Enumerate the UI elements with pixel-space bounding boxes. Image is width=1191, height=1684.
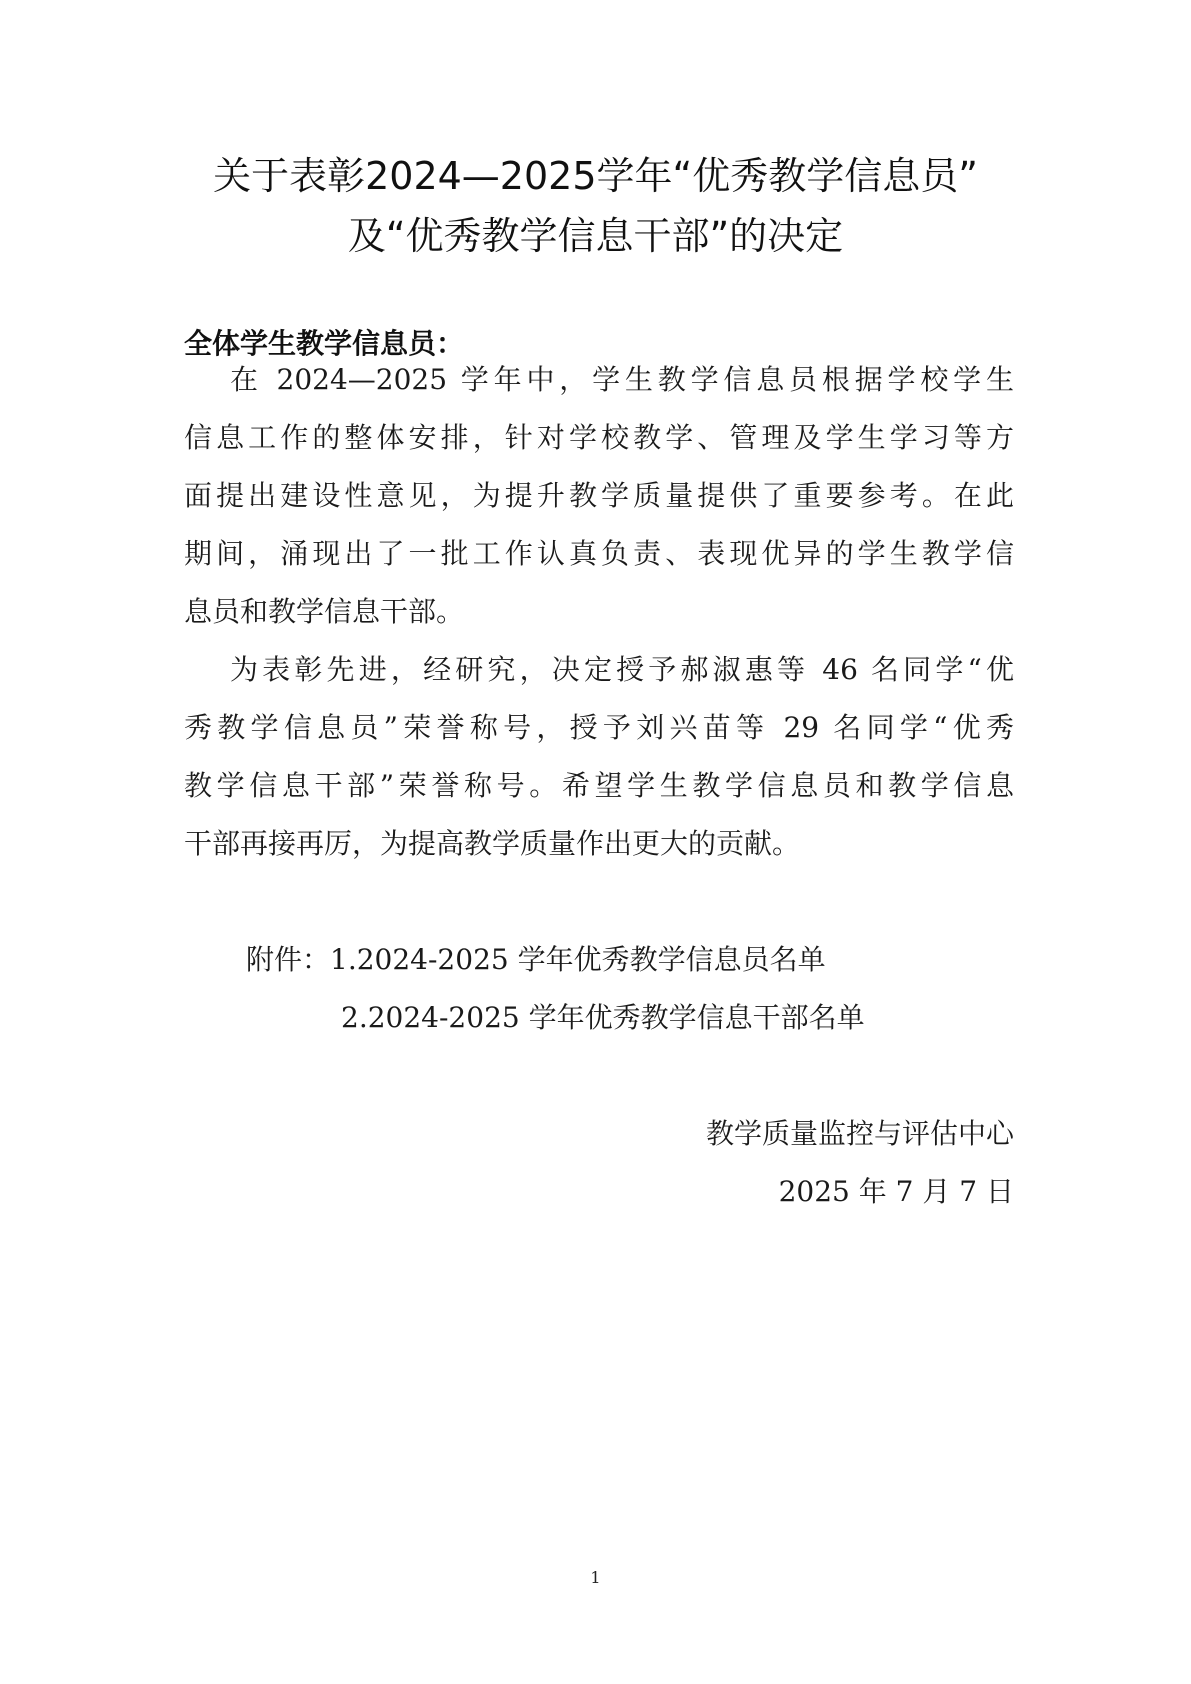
paragraph-1-line-5: 息员和教学信息干部。 <box>184 595 465 628</box>
document-title-line-1: 关于表彰2024—2025学年“优秀教学信息员” <box>213 154 978 198</box>
paragraph-2-line-4: 干部再接再厉，为提高教学质量作出更大的贡献。 <box>184 827 801 860</box>
paragraph-1-line-4: 期间，涌现出了一批工作认真负责、表现优异的学生教学信 <box>184 537 1014 570</box>
paragraph-2-line-3: 教学信息干部”荣誉称号。希望学生教学信息员和教学信息 <box>184 769 1014 802</box>
page-number: 1 <box>590 1568 601 1587</box>
paragraph-1-line-1: 在 2024—2025 学年中，学生教学信息员根据学校学生 <box>230 363 1014 396</box>
signature-date: 2025 年 7 月 7 日 <box>778 1175 1014 1208</box>
paragraph-1-line-2: 信息工作的整体安排，针对学校教学、管理及学生学习等方 <box>184 421 1014 454</box>
paragraph-2-line-2: 秀教学信息员”荣誉称号，授予刘兴苗等 29 名同学“优秀 <box>184 711 1014 744</box>
paragraph-2-line-1: 为表彰先进，经研究，决定授予郝淑惠等 46 名同学“优 <box>230 653 1014 686</box>
attachment-line-1: 附件：1.2024-2025 学年优秀教学信息员名单 <box>246 943 826 976</box>
document-title-line-2: 及“优秀教学信息干部”的决定 <box>347 214 844 258</box>
signature-organization: 教学质量监控与评估中心 <box>705 1117 1014 1150</box>
attachment-line-2: 2.2024-2025 学年优秀教学信息干部名单 <box>341 1001 865 1034</box>
paragraph-1-line-3: 面提出建设性意见，为提升教学质量提供了重要参考。在此 <box>184 479 1014 512</box>
salutation: 全体学生教学信息员： <box>184 327 465 360</box>
